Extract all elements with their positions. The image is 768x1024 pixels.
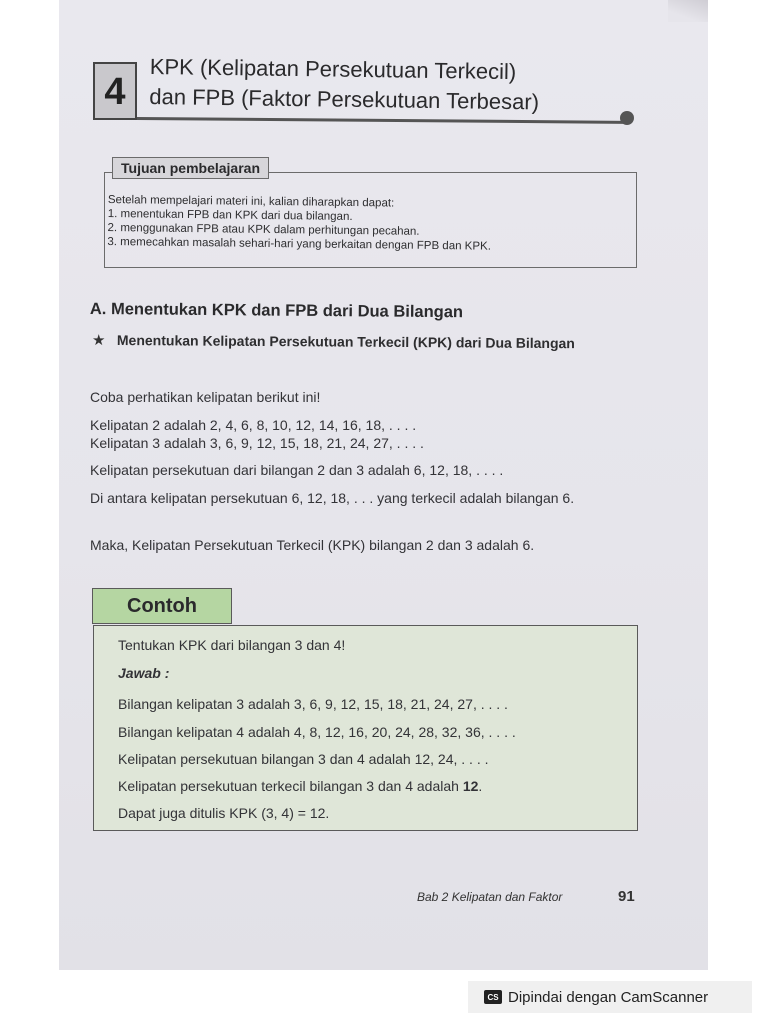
example-question: Tentukan KPK dari bilangan 3 dan 4!: [118, 637, 346, 653]
section-a-heading: A. Menentukan KPK dan FPB dari Dua Bilangan: [89, 300, 464, 322]
body-paragraph: Maka, Kelipatan Persekutuan Terkecil (KPK) bilangan 2 dan 3 adalah 6.: [90, 537, 535, 553]
example-line: [118, 778, 482, 794]
example-line: Bilangan kelipatan 4 adalah 4, 8, 12, 16, 20, 24, 28, 32, 36, . . . .: [118, 724, 516, 740]
example-answer-label: Jawab :: [118, 665, 170, 681]
page-fold: [668, 0, 708, 22]
example-label: Contoh: [92, 588, 232, 624]
example-line: Kelipatan persekutuan bilangan 3 dan 4 adalah 12, 24, . . . .: [118, 751, 489, 767]
example-line-end: .: [478, 778, 483, 794]
body-paragraph: Kelipatan 3 adalah 3, 6, 9, 12, 15, 18, 21, 24, 27, . . . .: [90, 435, 424, 451]
learning-goals-intro: Setelah mempelajari materi ini, kalian diharapkan dapat:: [107, 193, 395, 210]
body-paragraph: Di antara kelipatan persekutuan 6, 12, 18, . . . yang terkecil adalah bilangan 6.: [90, 490, 575, 506]
example-line-text: Kelipatan persekutuan terkecil bilangan 3 dan 4 adalah: [118, 778, 463, 794]
body-paragraph: Coba perhatikan kelipatan berikut ini!: [90, 389, 321, 405]
learning-goals-label: Tujuan pembelajaran: [112, 157, 269, 179]
chapter-title-line2: dan FPB (Faktor Persekutuan Terbesar): [149, 83, 540, 115]
body-paragraph: Kelipatan persekutuan dari bilangan 2 dan 3 adalah 6, 12, 18, . . . .: [90, 462, 504, 478]
chapter-title-line1: KPK (Kelipatan Persekutuan Terkecil): [149, 53, 517, 85]
body-paragraph: Kelipatan 2 adalah 2, 4, 6, 8, 10, 12, 14, 16, 18, . . . .: [90, 417, 417, 433]
camscanner-text: Dipindai dengan CamScanner: [508, 988, 709, 1006]
learning-goal-item: 3. memecahkan masalah sehari-hari yang berkaitan dengan FPB dan KPK.: [107, 235, 492, 253]
camscanner-watermark: [468, 981, 752, 1013]
chapter-title: [149, 52, 539, 117]
example-line-bold: 12: [462, 778, 479, 794]
section-a-subheading: Menentukan Kelipatan Persekutuan Terkecil (KPK) dari Dua Bilangan: [116, 331, 575, 352]
running-footer: Bab 2 Kelipatan dan Faktor: [417, 890, 563, 904]
page-number: 91: [618, 888, 635, 905]
chapter-number: 4: [93, 62, 137, 120]
learning-goal-item: 2. menggunakan FPB atau KPK dalam perhitungan pecahan.: [107, 221, 420, 238]
learning-goal-item: 1. menentukan FPB dan KPK dari dua bilangan.: [107, 207, 353, 223]
example-line: Dapat juga ditulis KPK (3, 4) = 12.: [118, 805, 330, 821]
learning-goals-text: [107, 193, 491, 254]
camscanner-logo-icon: CS: [484, 990, 502, 1004]
example-line: Bilangan kelipatan 3 adalah 3, 6, 9, 12, 15, 18, 21, 24, 27, . . . .: [118, 696, 508, 712]
star-bullet-icon: ★: [92, 332, 106, 349]
chapter-rule-dot: [620, 111, 634, 125]
